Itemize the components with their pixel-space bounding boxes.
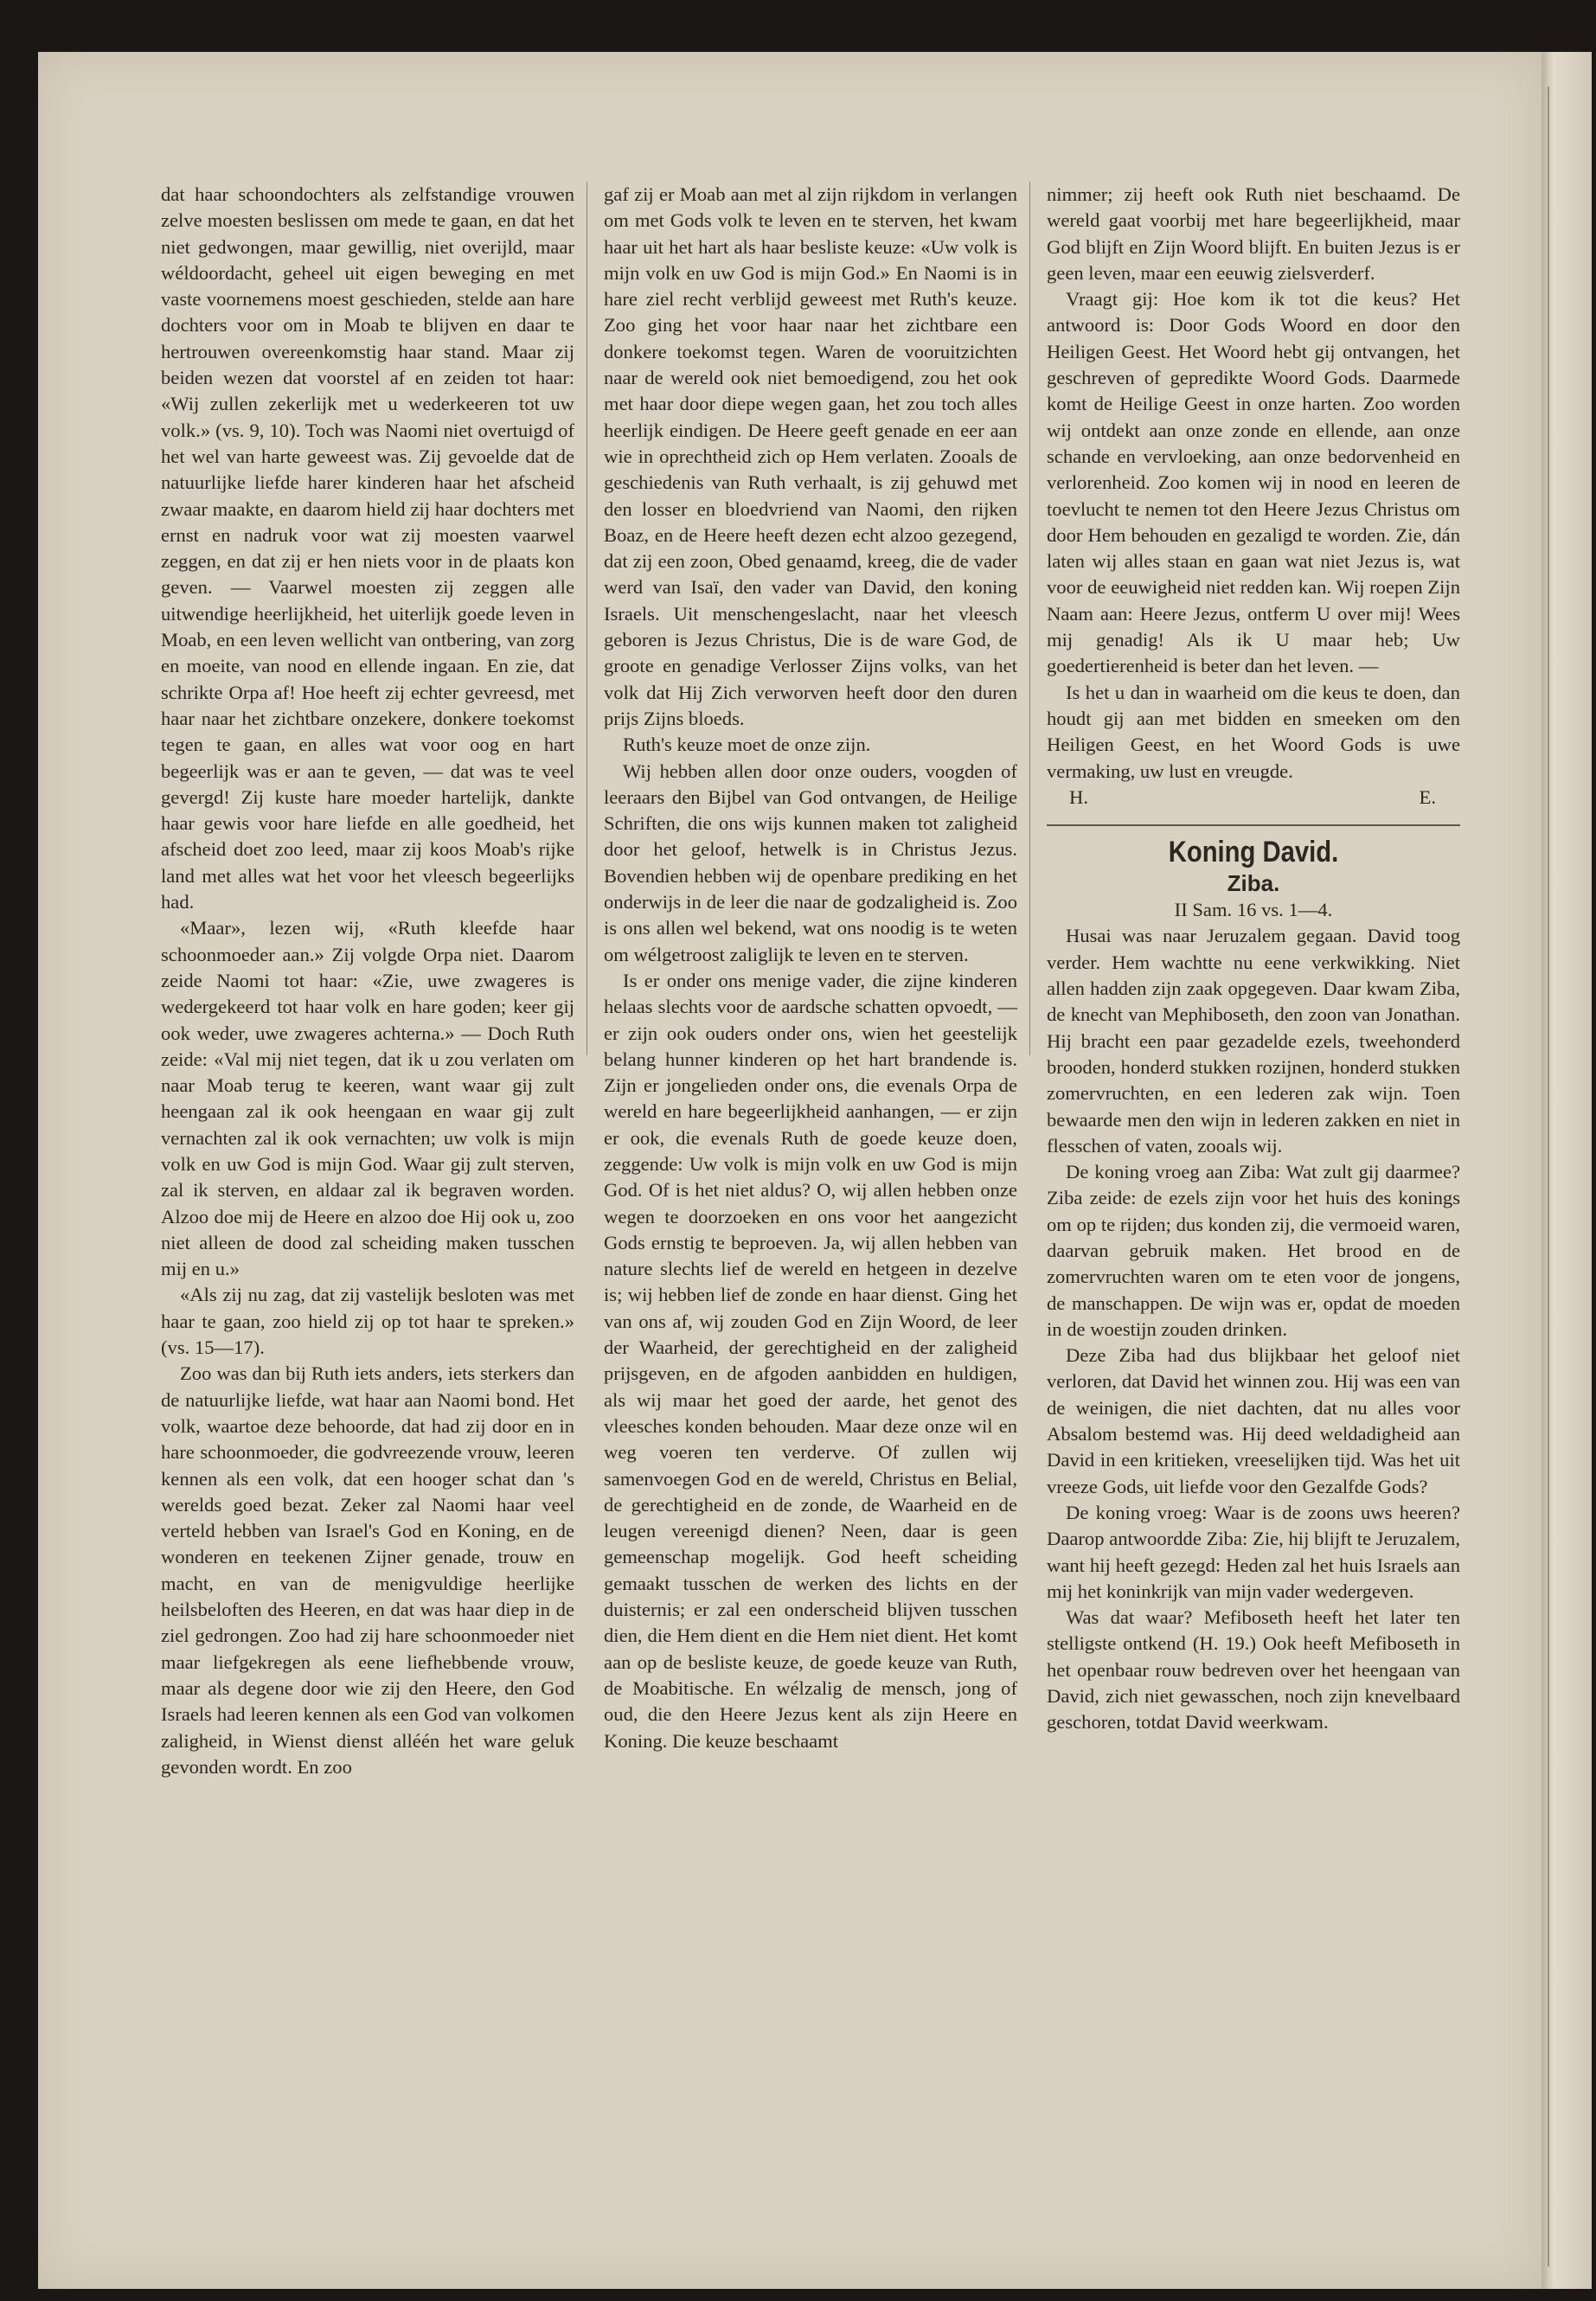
paragraph: «Maar», lezen wij, «Ruth kleefde haar schoonmoeder aan.» Zij volgde Orpa niet. Daarom zeide Naomi tot haar: «Zie, uwe zwageres is wedergekeerd tot haar volk en hare goden; keer gij ook weder, uwe zwageres achterna.» — Doch Ruth zeide: «Val mij niet tegen, dat ik u zou verlaten om naar Moab terug te keeren, want waar gij zult heengaan zal ik ook heengaan en waar gij zult vernachten zal ik ook vernachten; uw volk is mijn volk en uw God is mijn God. Waar gij zult sterven, zal ik sterven, en aldaar zal ik begraven worden. Alzoo doe mij de Heere en alzoo doe Hij ook u, zoo niet alleen de dood zal scheiding maken tusschen mij en u.» (161, 917, 574, 1280)
text-column-2 (604, 182, 1017, 1754)
column-divider (586, 182, 587, 1055)
newspaper-page (38, 52, 1542, 2289)
paragraph: Is er onder ons menige vader, die zijne kinderen helaas slechts voor de aardsche schatten opvoedt, — er zijn ook ouders onder ons, wien het geestelijk belang hunner kinderen op het hart brandende is. Zijn er jongelieden onder ons, die evenals Orpa de wereld en hare begeerlijkheid aanhangen, — er zijn er ook, die evenals Ruth de goede keuze doen, zeggende: Uw volk is mijn volk en uw God is mijn God. Of is het niet aldus? O, wij allen hebben onze wegen te doorzoeken en ons voor het aangezicht Gods ernstig te beproeven. Ja, wij allen hebben van nature slechts lief de wereld en hetgeen in dezelve is; wij hebben lief de zonde en haar dienst. Ging het van ons af, wij zouden God en Zijn Woord, de leer der Waarheid, der gerechtigheid en der zaligheid prijsgeven, en de afgoden aanbidden en huldigen, als wij maar het goed der aarde, het genot des vleesches konden behouden. Maar deze onze wil en weg voeren ten verderve. Of zullen wij samenvoegen God en de wereld, Christus en Belial, de gerechtigheid en de zonde, de Waarheid en de leugen vereenigd dienen? Neen, daar is geen gemeenschap mogelijk. God heeft scheiding gemaakt tusschen de werken des lichts en der duisternis; er zal een onderscheid blijven tusschen dien, die Hem dient en die Hem niet dient. Het komt aan op de besliste keuze, de goede keuze van Ruth, de Moabitische. En wélzalig de mensch, jong of oud, die den Heere Jezus kent als zijn Heere en Koning. Die keuze beschaamt (604, 969, 1017, 1752)
author-signature (1047, 785, 1460, 811)
paragraph: Deze Ziba had dus blijkbaar het geloof niet verloren, dat David het winnen zou. Hij was een van de weinigen, die niet dachten, dat nu alles voor Absalom bestemd was. Hij deed weldadigheid aan David in een kritieken, vreeselijken tijd. Was het uit vreeze Gods, uit liefde voor den Gezalfde Gods? (1047, 1344, 1460, 1497)
paragraph: gaf zij er Moab aan met al zijn rijkdom in verlangen om met Gods volk te leven en te sterven, het kwam haar uit het hart als haar besliste keuze: «Uw volk is mijn volk en uw God is mijn God.» En Naomi is in hare ziel recht verblijd geweest met Ruth's keuze. Zoo ging het voor haar naar het zichtbare een donkere toekomst tegen. Waren de vooruitzichten naar de wereld ook niet bemoedigend, zou het ook met haar door diepe wegen gaan, het zou toch alles heerlijk eindigen. De Heere geeft genade en eer aan wie in oprechtheid zich op Hem verlaten. Zooals de geschiedenis van Ruth verhaalt, is zij gehuwd met den losser en bloedvriend van Naomi, den rijken Boaz, en de Heere heeft dezen echt alzoo gezegend, dat zij een zoon, Obed genaamd, kreeg, die de vader werd van Isaï, den vader van David, den koning Israels. Uit menschengeslacht, naar het vleesch geboren is Jezus Christus, Die is de ware God, de groote en genadige Verlosser Zijns volks, van het volk dat Hij Zich verworven heeft door den duren prijs Zijns bloeds. (604, 183, 1017, 729)
article-title: Koning David. (1168, 836, 1339, 869)
page-edge-line (1548, 87, 1549, 2266)
paragraph: nimmer; zij heeft ook Ruth niet beschaamd. De wereld gaat voorbij met hare begeerlijkheid, maar God blijft en Zijn Woord blijft. En buiten Jezus is er geen leven, maar een eeuwig zielsverderf. (1047, 183, 1460, 284)
paragraph: Ruth's keuze moet de onze zijn. (623, 734, 871, 756)
column-divider (1029, 182, 1030, 1055)
paragraph: Is het u dan in waarheid om die keus te doen, dan houdt gij aan met bidden en smeeken om den Heiligen Geest, en het Woord Gods is uwe vermaking, uw lust en vreugde. (1047, 681, 1460, 782)
scanned-page-background (38, 52, 1592, 2289)
paragraph: dat haar schoondochters als zelfstandige vrouwen zelve moesten beslissen om mede te gaan, en dat het niet gedwongen, maar gewillig, niet overijld, maar wéldoordacht, geheel uit eigen beweging en met vaste voornemens moest geschieden, stelde aan hare dochters voor om in Moab te blijven en daar te hertrouwen overeenkomstig haar stand. Maar zij beiden wezen dat voorstel af en zeiden tot haar: «Wij zullen zekerlijk met u wederkeeren tot uw volk.» (vs. 9, 10). Toch was Naomi niet overtuigd of het wel van harte geweest was. Zij gevoelde dat de natuurlijke liefde harer kinderen haar het afscheid zwaar maakte, en daarom hield zij haar dochters met ernst en nadruk voor wat zij moesten vaarwel zeggen, en dat zij er hen niets voor in de plaats kon geven. — Vaarwel moesten zij zeggen alle uitwendige heerlijkheid, het uiterlijk goede leven in Moab, en een leven wellicht van ontbering, van zorg en moeite, van nood en ellende ingaan. En zie, dat schrikte Orpa af! Hoe heeft zij echter gevreesd, met haar naar het zichtbare onzekere, donkere toekomst tegen te gaan, en alles wat voor oog en hart begeerlijk was er aan te geven, — dat was te veel gevergd! Zij kuste hare moeder hartelijk, dankte haar gewis voor hare liefde en alle goedheid, het afscheid doet zoo leed, maar zij koos Moab's rijke land met alles wat het voor het vleesch begeerlijks had. (161, 183, 574, 913)
signature-initial: E. (1419, 785, 1436, 808)
paragraph: Zoo was dan bij Ruth iets anders, iets sterkers dan de natuurlijke liefde, wat haar aan Naomi bond. Het volk, waartoe deze behoorde, dat had zij door en in hare schoonmoeder, die godvreezende vrouw, leeren kennen als een volk, dat een hooger schat dan 's werelds goed bezat. Zeker zal Naomi haar veel verteld hebben van Israel's God en Koning, en de wonderen en teekenen Zijner genade, trouw en macht, en van de menigvuldige heerlijke heilsbeloften des Heeren, en dat was haar diep in de ziel gedrongen. Zoo had zij hare schoonmoeder niet maar liefgekregen als eene liefhebbende vrouw, maar als degene door wie zij den Heere, den God Israels had leeren kennen als een God van volkomen zaligheid, in Wienst dienst alléén het ware geluk gevonden wordt. En zoo (161, 1362, 574, 1778)
paragraph: Wij hebben allen door onze ouders, voogden of leeraars den Bijbel van God ontvangen, de Heilige Schriften, die ons wijs kunnen maken tot zaligheid door het geloof, hetwelk is in Christus Jezus. Bovendien hebben wij de openbare prediking en het onderwijs in de leer die naar de godzaligheid is. Zoo is ons allen wel bekend, wat ons noodig is te weten om wélgetroost zaliglijk te leven en te sterven. (604, 760, 1017, 965)
scripture-reference: II Sam. 16 vs. 1—4. (1174, 899, 1333, 921)
paragraph: Husai was naar Jeruzalem gegaan. David toog verder. Hem wachtte nu eene verkwikking. Niet allen hadden zijn zaak opgegeven. Daar kwam Ziba, de knecht van Mephiboseth, den zoon van Jonathan. Hij bracht een paar gezadelde ezels, tweehonderd brooden, honderd stukken rozijnen, honderd stukken zomervruchten, en een lederen zak wijn. Toen bewaarde men den wijn in lederen zakken en niet in flesschen of vaten, zooals wij. (1047, 925, 1460, 1157)
text-column-3 (1047, 182, 1460, 1736)
paragraph: Vraagt gij: Hoe kom ik tot die keus? Het antwoord is: Door Gods Woord en door den Heiligen Geest. Het Woord hebt gij ontvangen, het geschreven of gepredikte Woord Gods. Daarmede komt de Heilige Geest in onze harten. Zoo worden wij ontdekt aan onze zonde en ellende, aan onze schande en vervloeking, aan onze bedorvenheid en verlorenheid. Zoo komen wij in nood en leeren de toevlucht te nemen tot den Heere Jezus Christus om door Hem behouden en gezaligd te worden. Zie, dán laten wij alles staan en gaan wat niet Jezus is, wat voor de eeuwigheid niet redden kan. Wij roepen Zijn Naam aan: Heere Jezus, ontferm U over mij! Wees mij genadig! Als ik U maar heb; Uw goedertierenheid is beter dan het leven. — (1047, 288, 1460, 677)
text-column-1 (161, 182, 574, 1780)
section-divider (1047, 824, 1460, 826)
paragraph: «Als zij nu zag, dat zij vastelijk besloten was met haar te gaan, zoo hield zij op tot haar te spreken.» (vs. 15—17). (161, 1284, 574, 1359)
article-subtitle: Ziba. (1227, 870, 1280, 897)
paragraph: De koning vroeg aan Ziba: Wat zult gij daarmee? Ziba zeide: de ezels zijn voor het huis des konings om op te rijden; dus konden zij, die vermoeid waren, daarvan gebruik maken. Het brood en de zomervruchten waren om te eten voor de jongens, de manschappen. De wijn was er, opdat de moeden in de woestijn zouden drinken. (1047, 1161, 1460, 1340)
paragraph: De koning vroeg: Waar is de zoons uws heeren? Daarop antwoordde Ziba: Zie, hij blijft te Jeruzalem, want hij heeft gezegd: Heden zal het huis Israels aan mij het koninkrijk van mijn vader wedergeven. (1047, 1501, 1460, 1602)
paragraph: Was dat waar? Mefiboseth heeft het later ten stelligste ontkend (H. 19.) Ook heeft Mefiboseth in het openbaar rouw bedreven over het heengaan van David, zich niet gewasschen, noch zijn knevelbaard geschoren, totdat David weerkwam. (1047, 1606, 1460, 1734)
signature-initial: H. (1069, 785, 1088, 808)
